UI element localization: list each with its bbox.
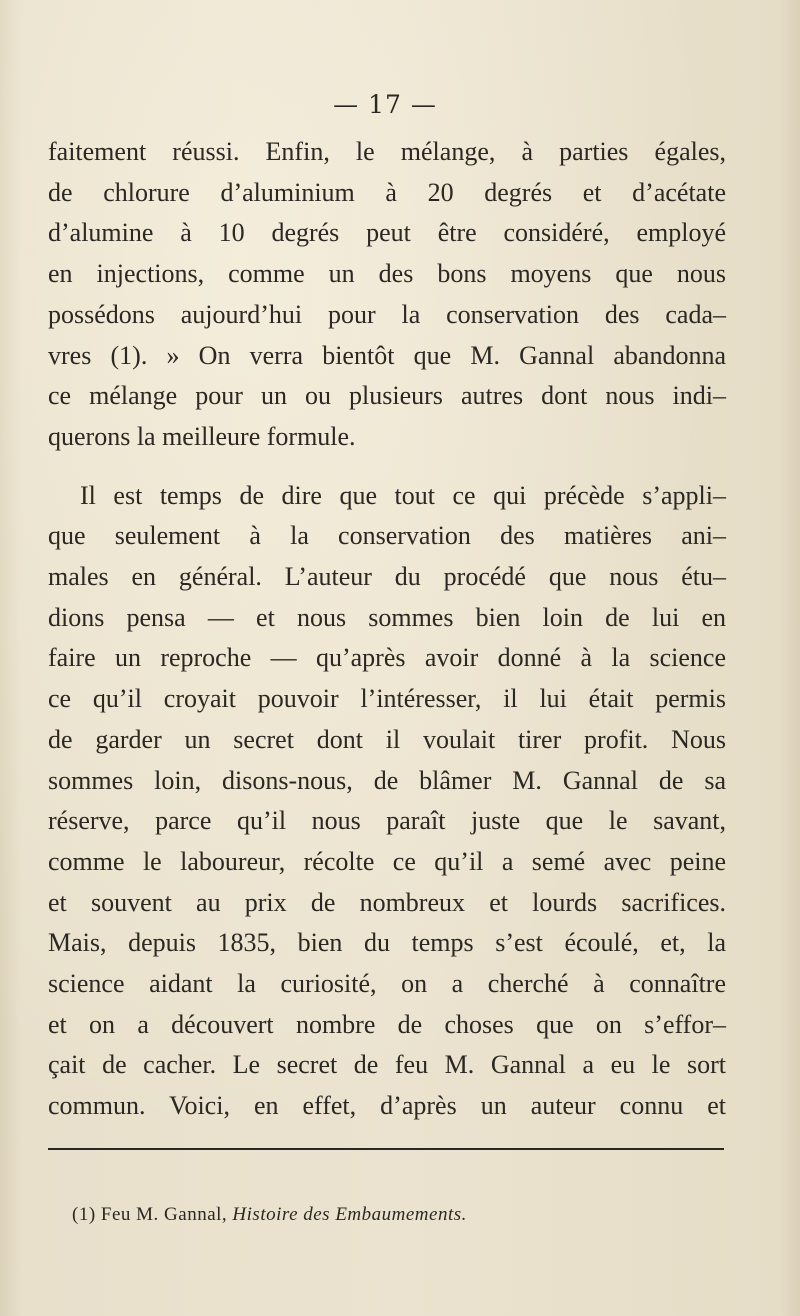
text-line: çait de cacher. Le secret de feu M. Gannal a eu le sort [48, 1050, 726, 1080]
text-line: vres (1). » On verra bientôt que M. Gannal abandonna [48, 340, 726, 370]
footnote [72, 1204, 467, 1226]
text-line: possédons aujourd’hui pour la conservation des cada– [48, 299, 726, 329]
text-line: que seulement à la conservation des matières ani– [48, 521, 726, 551]
footnote-text: (1) Feu M. Gannal, [72, 1204, 233, 1225]
text-line: sommes loin, disons-nous, de blâmer M. Gannal de sa [48, 765, 726, 795]
text-line: et on a découvert nombre de choses que on s’effor– [48, 1009, 726, 1039]
text-line: males en général. L’auteur du procédé que nous étu– [48, 562, 726, 592]
text-line: Il est temps de dire que tout ce qui précède s’appli– [80, 480, 726, 510]
page-number: — 17 — [333, 90, 437, 119]
text-line: faire un reproche — qu’après avoir donné à la science [48, 643, 726, 673]
text-line: querons la meilleure formule. [48, 421, 356, 451]
text-line: de chlorure d’aluminium à 20 degrés et d’acétate [48, 177, 726, 207]
text-line: ce mélange pour un ou plusieurs autres dont nous indi– [48, 381, 726, 411]
footnote-divider [48, 1148, 724, 1150]
text-line: de garder un secret dont il voulait tirer profit. Nous [48, 724, 726, 754]
text-line: science aidant la curiosité, on a cherché à connaître [48, 969, 726, 999]
text-line: Mais, depuis 1835, bien du temps s’est écoulé, et, la [48, 928, 726, 958]
paragraph-1 [48, 132, 726, 458]
text-line: dions pensa — et nous sommes bien loin de lui en [48, 602, 726, 632]
paragraph-2 [48, 476, 726, 1127]
text-line: en injections, comme un des bons moyens que nous [48, 259, 726, 289]
text-line: ce qu’il croyait pouvoir l’intéresser, il lui était permis [48, 684, 726, 714]
text-line: d’alumine à 10 degrés peut être considéré, employé [48, 218, 726, 248]
body-text [48, 132, 726, 1127]
footnote-title: Histoire des Embaumements. [232, 1204, 467, 1225]
text-line: réserve, parce qu’il nous paraît juste que le savant, [48, 806, 726, 836]
text-line: commun. Voici, en effet, d’après un auteur connu et [48, 1091, 726, 1121]
text-line: et souvent au prix de nombreux et lourds sacrifices. [48, 887, 726, 917]
paragraph-gap [48, 458, 726, 476]
text-line: comme le laboureur, récolte ce qu’il a semé avec peine [48, 846, 726, 876]
text-line: faitement réussi. Enfin, le mélange, à parties égales, [48, 137, 726, 166]
